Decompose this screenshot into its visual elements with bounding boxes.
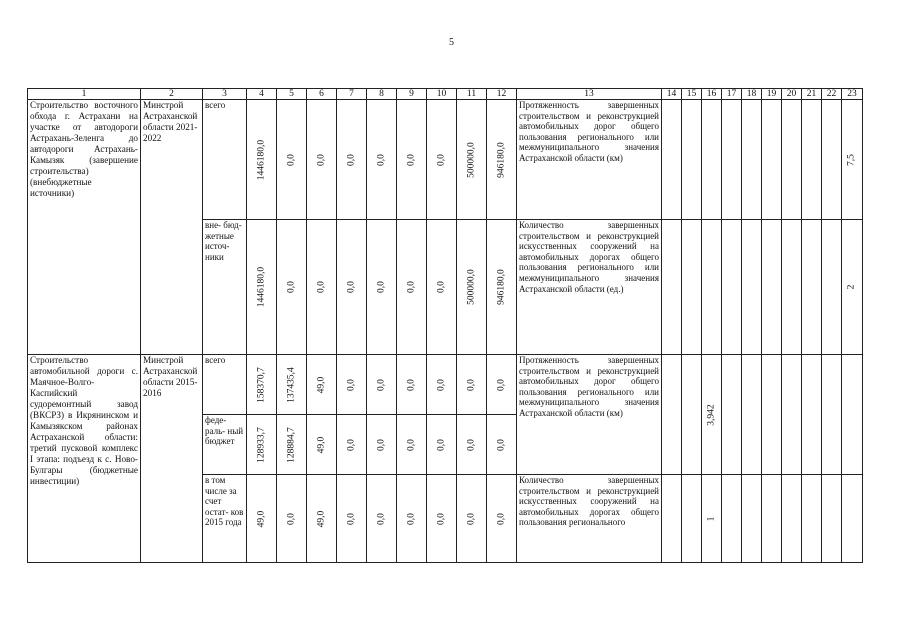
funding-source: всего bbox=[203, 100, 247, 220]
col-header: 4 bbox=[247, 89, 277, 100]
cell-value: 0,0 bbox=[376, 153, 386, 166]
cell-value: 0,0 bbox=[286, 153, 296, 166]
cell-value: 49,0 bbox=[316, 436, 326, 453]
cell-value: 0,0 bbox=[466, 438, 476, 451]
cell-value: 0,0 bbox=[286, 512, 296, 525]
cell-value: 0,0 bbox=[436, 512, 446, 525]
cell-value: 0,0 bbox=[466, 512, 476, 525]
cell-value: 0,0 bbox=[316, 153, 326, 166]
indicator-value: 2 bbox=[846, 284, 857, 290]
cell-value: 0,0 bbox=[406, 512, 416, 525]
col-header: 14 bbox=[662, 89, 682, 100]
cell-value: 0,0 bbox=[466, 378, 476, 391]
cell-value: 137435,4 bbox=[286, 366, 296, 403]
cell-value: 49,0 bbox=[316, 376, 326, 393]
cell-value: 0,0 bbox=[436, 378, 446, 391]
cell-value: 946180,0 bbox=[496, 141, 506, 178]
cell-value: 0,0 bbox=[316, 281, 326, 293]
cell-value: 0,0 bbox=[376, 512, 386, 525]
cell-value: 49,0 bbox=[256, 510, 266, 527]
table-row bbox=[28, 100, 863, 220]
col-header: 7 bbox=[337, 89, 367, 100]
cell-value: 0,0 bbox=[406, 281, 416, 293]
col-header: 15 bbox=[682, 89, 702, 100]
project-executor: Минстрой Астраханской области 2021-2022 bbox=[141, 100, 203, 355]
cell-value: 0,0 bbox=[346, 512, 356, 525]
cell-value: 0,0 bbox=[376, 438, 386, 451]
cell-value: 0,0 bbox=[496, 378, 506, 391]
col-header: 20 bbox=[782, 89, 802, 100]
cell-value: 0,0 bbox=[346, 153, 356, 166]
col-header: 13 bbox=[517, 89, 662, 100]
col-header: 19 bbox=[762, 89, 782, 100]
funding-source: в том числе за счет остат- ков 2015 года bbox=[203, 475, 247, 563]
cell-value: 128884,7 bbox=[286, 426, 296, 463]
cell-value: 158370,7 bbox=[256, 366, 266, 403]
col-header: 3 bbox=[203, 89, 247, 100]
col-header: 10 bbox=[427, 89, 457, 100]
cell-value: 946180,0 bbox=[496, 269, 506, 305]
cell-value: 0,0 bbox=[406, 438, 416, 451]
cell-value: 500000,0 bbox=[466, 269, 476, 305]
indicator-text: Протяженность завершенных строительством и реконструкцией автомобильных дорог общего пользования регионального или межмуниципального значения Астраханской области (км) bbox=[517, 100, 662, 220]
cell-value: 1446180,0 bbox=[256, 139, 266, 180]
cell-value: 500000,0 bbox=[466, 141, 476, 178]
col-header: 2 bbox=[141, 89, 203, 100]
project-name: Строительство восточного обхода г. Астрахани на участке от автодороги Астрахань-Зеленга до автодороги Астрахань-Камызяк (завершение строительства) (внебюджетные источники) bbox=[28, 100, 141, 355]
page-number: 5 bbox=[449, 37, 454, 48]
col-header: 5 bbox=[277, 89, 307, 100]
cell-value: 0,0 bbox=[406, 378, 416, 391]
cell-value: 49,0 bbox=[316, 510, 326, 527]
cell-value: 0,0 bbox=[436, 281, 446, 293]
col-header: 22 bbox=[822, 89, 842, 100]
cell-value: 0,0 bbox=[346, 438, 356, 451]
funding-source: вне- бюд- жетные источ- ники bbox=[203, 220, 247, 355]
col-header: 17 bbox=[722, 89, 742, 100]
indicator-text: Протяженность завершенных строительством и реконструкцией автомобильных дорог общего пользования регионального или межмуниципального значения Астраханской области (км) bbox=[517, 355, 662, 475]
col-header: 11 bbox=[457, 89, 487, 100]
col-header: 16 bbox=[702, 89, 722, 100]
funding-source: феде- раль- ный бюджет bbox=[203, 415, 247, 475]
cell-value: 0,0 bbox=[346, 281, 356, 293]
cell-value: 0,0 bbox=[376, 281, 386, 293]
cell-value: 128933,7 bbox=[256, 426, 266, 463]
funding-source: всего bbox=[203, 355, 247, 415]
indicator-value: 7,5 bbox=[846, 153, 857, 166]
col-header: 12 bbox=[487, 89, 517, 100]
col-header: 9 bbox=[397, 89, 427, 100]
program-table bbox=[27, 88, 863, 563]
indicator-value: 1 bbox=[706, 516, 716, 521]
header-row bbox=[28, 89, 863, 100]
table-row bbox=[28, 355, 863, 415]
cell-value: 0,0 bbox=[286, 281, 296, 293]
cell-value: 0,0 bbox=[376, 378, 386, 391]
indicator-value: 3,942 bbox=[706, 403, 716, 426]
indicator-text: Количество завершенных строительством и реконструкцией искусственных сооружений на автомобильных дорогах общего пользования регионального bbox=[517, 475, 662, 563]
cell-value: 0,0 bbox=[496, 438, 506, 451]
col-header: 18 bbox=[742, 89, 762, 100]
col-header: 21 bbox=[802, 89, 822, 100]
cell-value: 0,0 bbox=[346, 378, 356, 391]
col-header: 23 bbox=[842, 89, 863, 100]
cell-value: 0,0 bbox=[406, 153, 416, 166]
cell-value: 0,0 bbox=[436, 438, 446, 451]
cell-value: 1446180,0 bbox=[256, 266, 266, 308]
project-name: Строительство автомобильной дороги с. Маячное-Волго-Каспийский судоремонтный завод (ВКСРЗ) в Икрянинском и Камызякском районах Астраханской области: третий пусковой комплекс I этапа: подъезд к с. Ново-Булгары (бюджетные инвестиции) bbox=[28, 355, 141, 563]
cell-value: 0,0 bbox=[436, 153, 446, 166]
col-header: 1 bbox=[28, 89, 141, 100]
col-header: 8 bbox=[367, 89, 397, 100]
project-executor: Минстрой Астраханской области 2015-2016 bbox=[141, 355, 203, 563]
cell-value: 0,0 bbox=[496, 512, 506, 525]
indicator-text: Количество завершенных строительством и реконструкцией искусственных сооружений на автомобильных дорогах общего пользования регионального или межмуниципального значения Астраханской области (ед.) bbox=[517, 220, 662, 355]
col-header: 6 bbox=[307, 89, 337, 100]
